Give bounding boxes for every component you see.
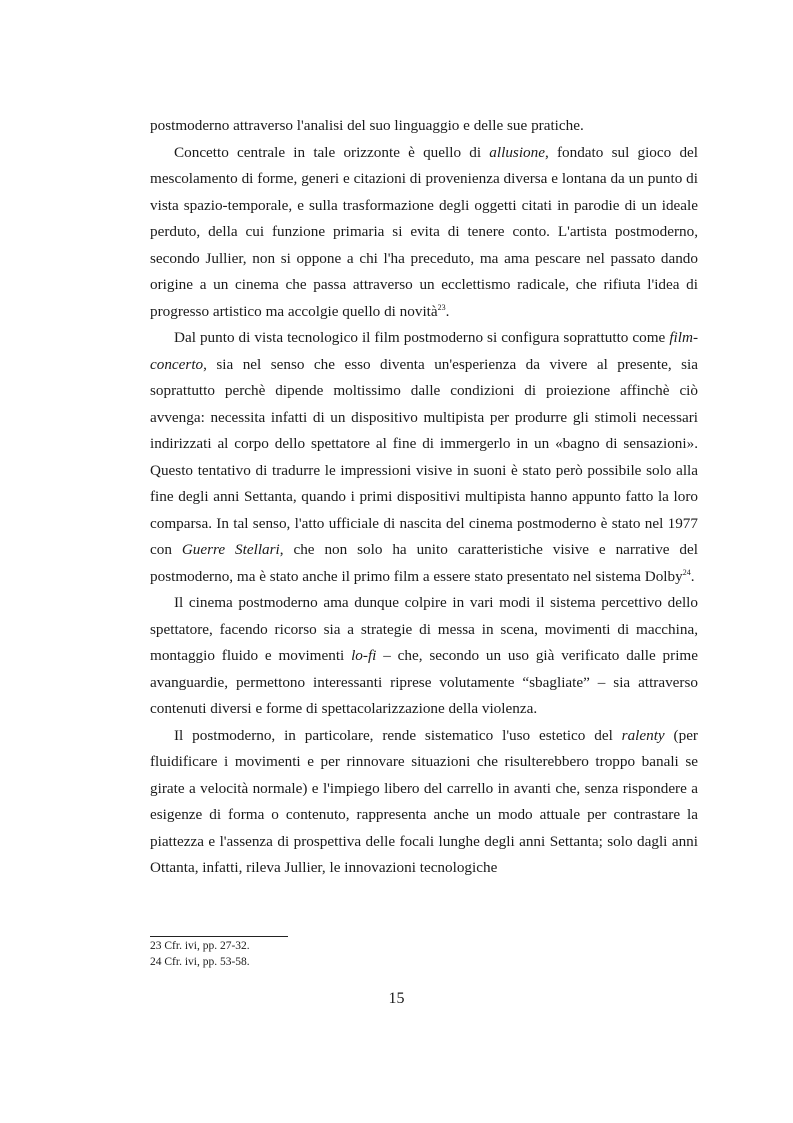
italic-term: film-concerto bbox=[150, 329, 698, 373]
paragraph bbox=[150, 325, 698, 590]
text-run: Dal punto di vista tecnologico il film postmoderno si configura soprattutto come bbox=[174, 329, 670, 346]
text-run: Il postmoderno, in particolare, rende sistematico l'uso estetico del bbox=[174, 726, 622, 744]
text-run: (per fluidificare i movimenti e per rinnovare situazioni che risulterebbero troppo banali se girate a velocità normale) e l'impiego libero del carrello in avanti che, senza rispondere a esigenze di forma o contenuto, rappresenta anche un modo attuale per contrastare la piattezza e l'assenza di prospettiva delle focali lunghe degli anni Settanta; solo dagli anni Ottanta, infatti, rileva Jullier, le innovazioni tecnologiche bbox=[150, 726, 698, 876]
italic-term: lo-fi bbox=[351, 647, 377, 664]
paragraph bbox=[150, 140, 698, 326]
text-run: , sia nel senso che esso diventa un'esperienza da vivere al presente, sia soprattutto perchè dipende moltissimo dalle condizioni di proiezione affinchè ciò avvenga: necessita infatti di un dispositivo multipista per produrre gli stimoli necessari indirizzati al corpo dello spettatore al fine di immergerlo in un «bagno di sensazioni». Questo tentativo di tradurre le impressioni visive in suoni è stato però possibile solo alla fine degli anni Settanta, quando i primi dispositivi multipista hanno appunto fatto la loro comparsa. In tal senso, l'atto ufficiale di nascita del cinema postmoderno è stato nel 1977 con bbox=[150, 355, 698, 558]
page-number: 15 bbox=[388, 990, 405, 1007]
paragraph bbox=[150, 723, 698, 882]
text-run: , che non solo ha unito caratteristiche visive e narrative del postmoderno, ma è stato anche il primo film a essere stato presentato nel sistema Dolby bbox=[150, 541, 698, 585]
text-run: – che, secondo un uso già verificato dalle prime avanguardie, permettono interessanti riprese volutamente “sbagliate” – sia attraverso contenuti diversi e forme di spettacolarizzazione della violenza. bbox=[150, 647, 698, 717]
text-run: Concetto centrale in tale orizzonte è quello di bbox=[174, 143, 490, 161]
text-run: postmoderno attraverso l'analisi del suo linguaggio e delle sue pratiche. bbox=[150, 117, 584, 134]
text-run: , fondato sul gioco del mescolamento di forme, generi e citazioni di provenienza diversa e lontana da un punto di vista spazio-temporale, e sulla trasformazione degli oggetti citati in parodie di un ideale perduto, della cui funzione primaria si evita di tenere conto. L'artista postmoderno, secondo Jullier, non si oppone a chi l'ha preceduto, ma ama pescare nel passato dando origine a un cinema che passa attraverso un ecclettismo radicale, che rifiuta l'idea di progresso artistico ma accolgie quello di novità bbox=[150, 143, 698, 320]
italic-term: ralenty bbox=[621, 726, 665, 744]
body-text bbox=[150, 113, 698, 882]
italic-term: allusione bbox=[489, 143, 545, 161]
footnote-ref: 23 bbox=[437, 302, 446, 312]
italic-term: Guerre Stellari bbox=[181, 541, 280, 558]
footnote-separator bbox=[150, 936, 288, 937]
text-run: Il cinema postmoderno ama dunque colpire in vari modi il sistema percettivo dello spettatore, facendo ricorso sia a strategie di messa in scena, movimenti di macchina, montaggio fluido e movimenti bbox=[150, 594, 698, 664]
footnote: 23 Cfr. ivi, pp. 27-32. bbox=[150, 940, 250, 952]
footnote: 24 Cfr. ivi, pp. 53-58. bbox=[150, 956, 250, 968]
text-run: . bbox=[445, 302, 450, 320]
footnote-ref: 24 bbox=[682, 567, 691, 577]
paragraph bbox=[150, 113, 698, 140]
footnotes bbox=[150, 938, 698, 970]
paragraph bbox=[150, 590, 698, 723]
text-run: . bbox=[690, 567, 695, 585]
